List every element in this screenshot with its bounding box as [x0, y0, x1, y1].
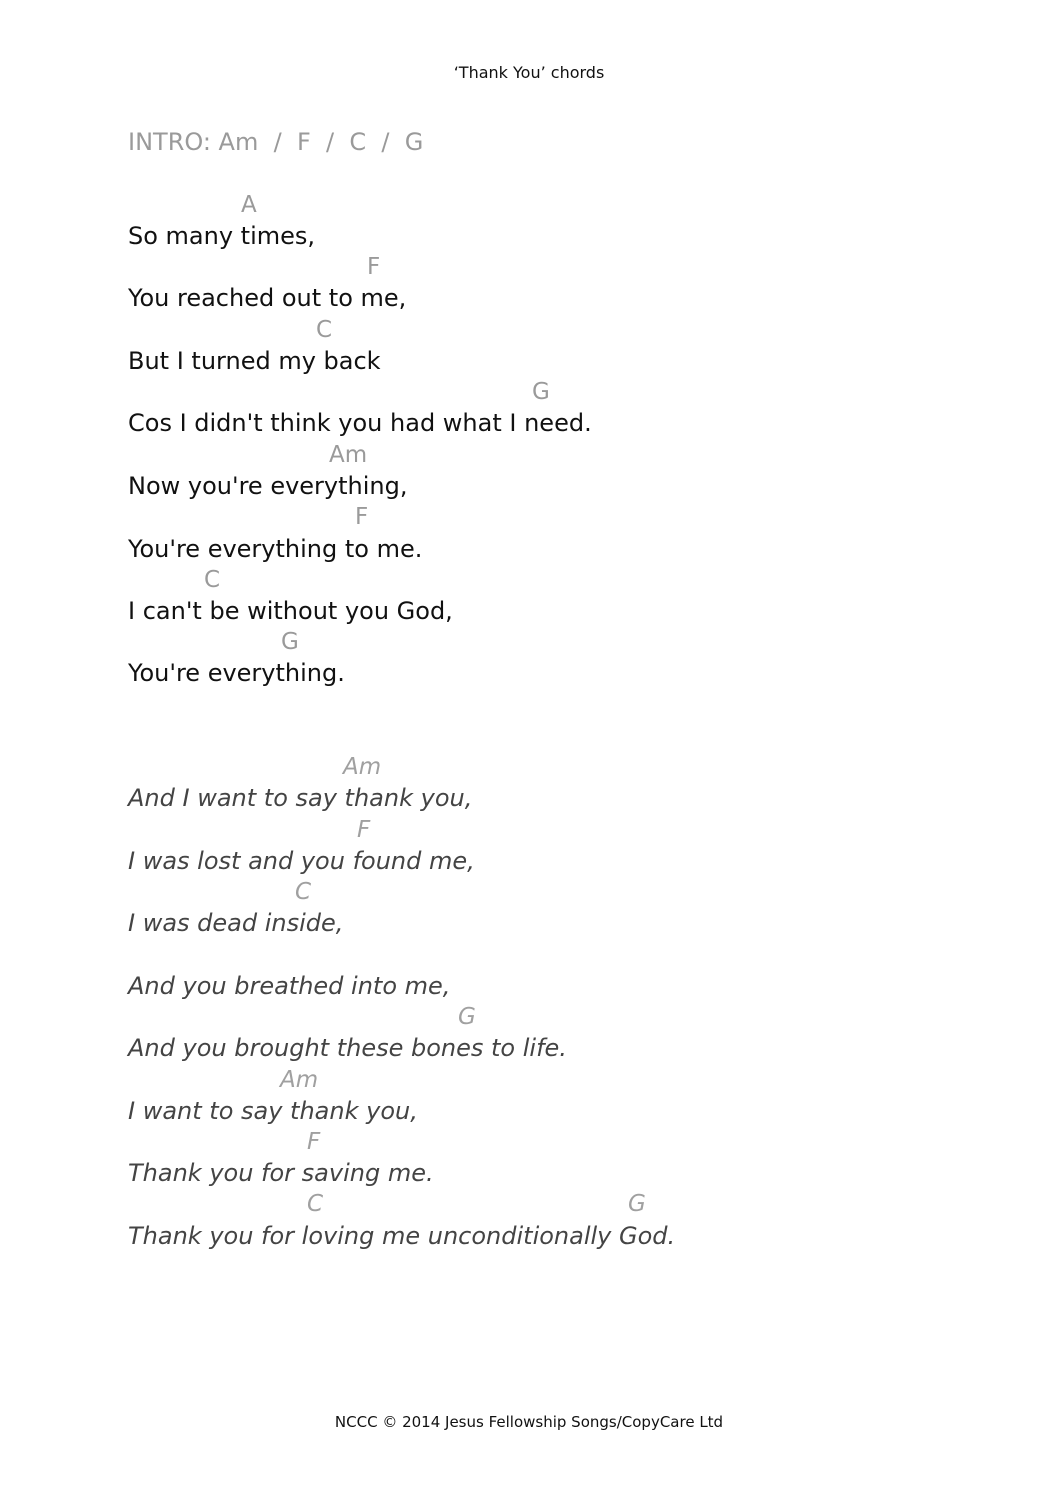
lyric-line: You're everything.	[128, 659, 345, 687]
lyric-line: I was lost and you found me,	[128, 847, 475, 875]
lyric-line: You're everything to me.	[128, 535, 423, 563]
lyric-line: I can't be without you God,	[128, 597, 453, 625]
lyric-line: Thank you for loving me unconditionally God.	[128, 1222, 676, 1250]
chord-label: C	[316, 317, 333, 343]
chord-label: G	[532, 379, 550, 405]
chord-label: Am	[280, 1067, 319, 1093]
chord-label: G	[458, 1004, 476, 1030]
lyric-line: So many times,	[128, 222, 316, 250]
chord-label: C	[295, 879, 312, 905]
chord-label: F	[307, 1129, 321, 1155]
lyric-line: Thank you for saving me.	[128, 1159, 434, 1187]
lyric-line: And you breathed into me,	[128, 972, 451, 1000]
chord-label: G	[281, 629, 299, 655]
chord-label: F	[355, 504, 369, 530]
chord-label: G	[628, 1191, 646, 1217]
chord-label: C	[307, 1191, 324, 1217]
chord-label: A	[241, 192, 257, 218]
lyric-line: And I want to say thank you,	[128, 784, 473, 812]
chord-label: C	[204, 567, 221, 593]
chord-label: Am	[343, 754, 382, 780]
lyric-line: I want to say thank you,	[128, 1097, 418, 1125]
page-title: ‘Thank You’ chords	[453, 63, 605, 82]
lyric-line: You reached out to me,	[128, 284, 407, 312]
chord-label: F	[367, 254, 381, 280]
lyric-line: And you brought these bones to life.	[128, 1034, 567, 1062]
chord-label: Am	[329, 442, 368, 468]
intro-chords: INTRO: Am / F / C / G	[128, 128, 424, 156]
lyric-line: Cos I didn't think you had what I need.	[128, 409, 592, 437]
lyric-line: But I turned my back	[128, 347, 381, 375]
lyric-line: Now you're everything,	[128, 472, 408, 500]
chord-label: F	[357, 817, 371, 843]
lyric-line: I was dead inside,	[128, 909, 344, 937]
copyright-footer: NCCC © 2014 Jesus Fellowship Songs/CopyCare Ltd	[334, 1413, 724, 1431]
